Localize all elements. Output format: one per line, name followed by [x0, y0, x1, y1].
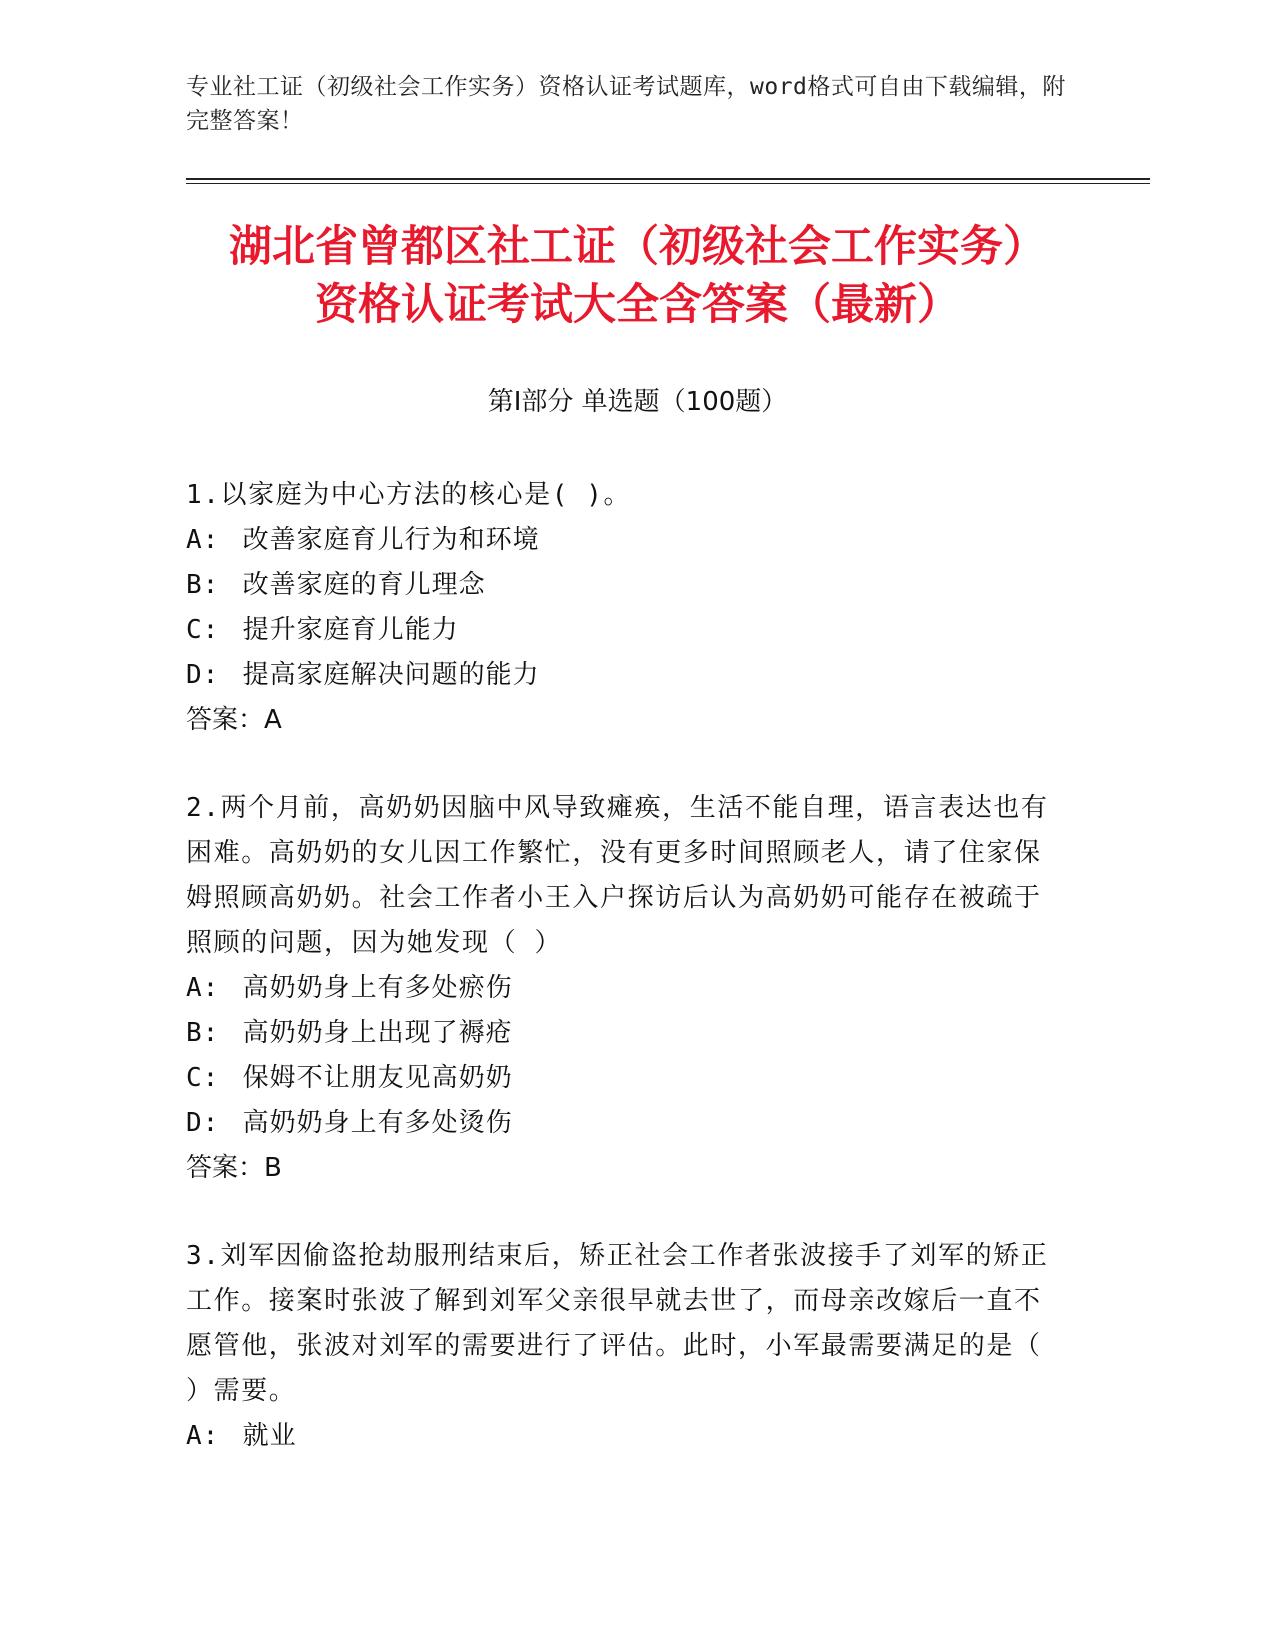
option-text: 就业: [242, 1421, 297, 1451]
title-line-1: 湖北省曾都区社工证（初级社会工作实务）: [229, 222, 1046, 272]
header-rule-thin: [186, 183, 1150, 184]
document-title: [120, 218, 1155, 334]
question-list: [186, 473, 1066, 1502]
option-a: [186, 1414, 1066, 1459]
option-text: 高奶奶身上有多处烫伤: [242, 1108, 513, 1138]
answer: 答案：A: [186, 705, 282, 735]
option-b: [186, 563, 1066, 608]
option-label: A:: [186, 973, 220, 1003]
section-heading: 第Ⅰ部分 单选题（100题）: [487, 387, 788, 417]
option-text: 保姆不让朋友见高奶奶: [242, 1063, 513, 1093]
option-b: [186, 1011, 1066, 1056]
option-c: [186, 1056, 1066, 1101]
title-line-2: 资格认证考试大全含答案（最新）: [315, 280, 960, 330]
option-label: B:: [186, 1018, 220, 1048]
question-2: [186, 786, 1066, 1191]
question-stem: 3.刘军因偷盗抢劫服刑结束后，矫正社会工作者张波接手了刘军的矫正工作。接案时张波了解到刘军父亲很早就去世了，而母亲改嫁后一直不愿管他，张波对刘军的需要进行了评估。此时，小军最需要满足的是（ ）需要。: [186, 1241, 1049, 1406]
option-label: B:: [186, 570, 220, 600]
option-text: 提升家庭育儿能力: [242, 615, 459, 645]
question-3: [186, 1234, 1066, 1459]
option-text: 改善家庭育儿行为和环境: [242, 525, 540, 555]
question-1: [186, 473, 1066, 743]
option-label: C:: [186, 1063, 220, 1093]
option-c: [186, 608, 1066, 653]
option-label: A:: [186, 1421, 220, 1451]
question-stem: 2.两个月前，高奶奶因脑中风导致瘫痪，生活不能自理，语言表达也有困难。高奶奶的女儿因工作繁忙，没有更多时间照顾老人，请了住家保姆照顾高奶奶。社会工作者小王入户探访后认为高奶奶可能存在被疏于照顾的问题，因为她发现（ ）: [186, 793, 1049, 958]
header-note: 专业社工证（初级社会工作实务）资格认证考试题库，word格式可自由下载编辑，附完整答案！: [186, 74, 1066, 134]
option-label: D:: [186, 1108, 220, 1138]
option-label: D:: [186, 660, 220, 690]
option-label: C:: [186, 615, 220, 645]
option-label: A:: [186, 525, 220, 555]
option-a: [186, 966, 1066, 1011]
header-rule-thick: [186, 178, 1150, 180]
question-stem: 1.以家庭为中心方法的核心是( )。: [186, 480, 632, 510]
option-text: 改善家庭的育儿理念: [242, 570, 486, 600]
option-text: 高奶奶身上出现了褥疮: [242, 1018, 513, 1048]
option-d: [186, 1101, 1066, 1146]
answer: 答案：B: [186, 1153, 282, 1183]
option-a: [186, 518, 1066, 563]
option-text: 提高家庭解决问题的能力: [242, 660, 540, 690]
option-d: [186, 653, 1066, 698]
option-text: 高奶奶身上有多处瘀伤: [242, 973, 513, 1003]
